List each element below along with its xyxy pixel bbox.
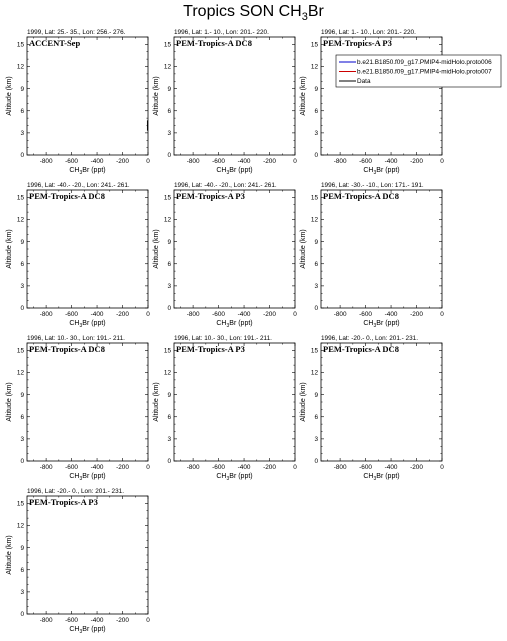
x-tick-label: -400 [237, 464, 251, 471]
chart-panel [6, 488, 150, 635]
x-tick-label: 0 [440, 464, 444, 471]
panel-header: 1996, Lat: -30.- -10., Lon: 171.- 191. [321, 182, 424, 189]
x-tick-label: -400 [384, 311, 398, 318]
plot-frame [27, 37, 148, 155]
x-tick-label: -600 [212, 311, 225, 318]
y-tick-label: 6 [167, 413, 171, 421]
x-axis-label: $CH_3Br$ (ppt) [69, 167, 106, 176]
panel-header: 1996, Lat: 1.- 10., Lon: 201.- 220. [321, 29, 416, 36]
x-tick-label: -200 [263, 158, 276, 165]
y-tick-label: 0 [167, 152, 171, 160]
y-tick-label: 6 [314, 413, 318, 421]
plot-frame [27, 343, 148, 461]
x-axis-label: $CH_3Br$ (ppt) [69, 473, 106, 482]
legend-entry: b.e21.B1850.f09_g17.PMIP4-midHolo.proto006 [357, 59, 492, 67]
x-tick-label: -800 [39, 311, 53, 318]
y-tick-label: 15 [16, 347, 24, 355]
x-axis-label: $CH_3Br$ (ppt) [69, 320, 106, 329]
y-tick-label: 9 [167, 85, 171, 93]
y-tick-label: 0 [20, 152, 24, 160]
y-axis-label: Altitude (km) [300, 229, 307, 269]
y-tick-label: 3 [20, 436, 24, 444]
y-tick-label: 3 [314, 436, 318, 444]
y-tick-label: 6 [20, 413, 24, 421]
x-tick-label: -600 [65, 311, 78, 318]
chart-panel [6, 182, 150, 329]
x-tick-label: 0 [293, 311, 297, 318]
panel-header: 1999, Lat: 25.- 35., Lon: 256.- 276. [27, 29, 126, 36]
x-tick-label: -800 [333, 311, 347, 318]
x-tick-label: -800 [333, 158, 347, 165]
x-tick-label: -400 [90, 311, 104, 318]
y-tick-label: 9 [20, 238, 24, 246]
y-tick-label: 0 [314, 305, 318, 313]
panel-header: 1996, Lat: -40.- -20., Lon: 241.- 261. [174, 182, 277, 189]
chart-panel [300, 29, 444, 176]
x-tick-label: -600 [65, 617, 78, 624]
y-tick-label: 0 [167, 305, 171, 313]
y-tick-label: 3 [167, 130, 171, 138]
panel-campaign-label: PEM-Tropics-A DC8 [176, 38, 252, 48]
plot-frame [174, 37, 295, 155]
panel-campaign-label: PEM-Tropics-A DC8 [29, 191, 105, 201]
y-tick-label: 9 [314, 238, 318, 246]
panel-header: 1996, Lat: 10.- 30., Lon: 191.- 211. [174, 335, 272, 342]
x-axis-label: $CH_3Br$ (ppt) [216, 167, 253, 176]
y-tick-label: 12 [16, 369, 24, 377]
x-tick-label: -800 [333, 464, 347, 471]
panel-campaign-label: PEM-Tropics-A DC8 [323, 191, 399, 201]
x-tick-label: -800 [186, 464, 200, 471]
y-axis-label: Altitude (km) [6, 382, 13, 422]
y-tick-label: 9 [20, 391, 24, 399]
x-tick-label: -400 [237, 311, 251, 318]
x-tick-label: -800 [39, 617, 53, 624]
x-tick-label: -600 [359, 311, 372, 318]
x-tick-label: -200 [116, 617, 129, 624]
chart-panel [6, 335, 150, 482]
x-tick-label: -600 [359, 464, 372, 471]
panel-header: 1996, Lat: -40.- -20., Lon: 241.- 261. [27, 182, 130, 189]
y-tick-label: 15 [16, 500, 24, 508]
title-prefix: Tropics SON CH [183, 3, 302, 20]
x-tick-label: -400 [237, 158, 251, 165]
x-tick-label: -200 [116, 311, 129, 318]
panel-campaign-label: PEM-Tropics-A P3 [176, 344, 245, 354]
y-tick-label: 12 [163, 369, 171, 377]
y-tick-label: 12 [163, 63, 171, 71]
x-tick-label: -400 [90, 158, 104, 165]
y-tick-label: 0 [167, 458, 171, 466]
plot-frame [174, 190, 295, 308]
y-tick-label: 6 [167, 107, 171, 115]
plot-frame [321, 190, 442, 308]
x-tick-label: -200 [263, 311, 276, 318]
y-tick-label: 9 [20, 544, 24, 552]
x-tick-label: -200 [263, 464, 276, 471]
x-tick-label: -800 [39, 158, 53, 165]
x-tick-label: 0 [293, 158, 297, 165]
y-tick-label: 6 [314, 260, 318, 268]
panel-header: 1996, Lat: 10.- 30., Lon: 191.- 211. [27, 335, 125, 342]
y-axis-label: Altitude (km) [153, 76, 160, 116]
panel-header: 1996, Lat: -20.- 0., Lon: 201.- 231. [321, 335, 418, 342]
y-axis-label: Altitude (km) [300, 76, 307, 116]
panel-campaign-label: ACCENT-Sep [29, 38, 81, 48]
x-tick-label: -600 [212, 158, 225, 165]
x-tick-label: -200 [116, 158, 129, 165]
panel-campaign-label: PEM-Tropics-A P3 [176, 191, 245, 201]
x-tick-label: -400 [90, 464, 104, 471]
x-tick-label: 0 [440, 311, 444, 318]
panel-campaign-label: PEM-Tropics-A P3 [29, 497, 98, 507]
x-tick-label: -800 [39, 464, 53, 471]
panel-campaign-label: PEM-Tropics-A P3 [323, 38, 392, 48]
y-tick-label: 15 [310, 347, 318, 355]
chart-panel [153, 182, 297, 329]
y-tick-label: 12 [16, 63, 24, 71]
y-tick-label: 15 [16, 41, 24, 49]
y-axis-label: Altitude (km) [153, 229, 160, 269]
x-tick-label: 0 [146, 617, 150, 624]
y-tick-label: 0 [20, 458, 24, 466]
y-tick-label: 15 [16, 194, 24, 202]
plot-frame [174, 343, 295, 461]
panel-campaign-label: PEM-Tropics-A DC8 [323, 344, 399, 354]
y-axis-label: Altitude (km) [153, 382, 160, 422]
x-tick-label: 0 [293, 464, 297, 471]
x-tick-label: -600 [65, 464, 78, 471]
y-tick-label: 12 [310, 216, 318, 224]
x-axis-label: $CH_3Br$ (ppt) [363, 320, 400, 329]
y-tick-label: 3 [314, 130, 318, 138]
y-tick-label: 3 [167, 283, 171, 291]
x-tick-label: -200 [410, 464, 423, 471]
x-tick-label: -400 [90, 617, 104, 624]
y-tick-label: 6 [20, 107, 24, 115]
title-subscript: 3 [301, 11, 308, 24]
y-axis-label: Altitude (km) [6, 229, 13, 269]
x-tick-label: -200 [410, 311, 423, 318]
x-tick-label: -400 [384, 158, 398, 165]
y-axis-label: Altitude (km) [6, 76, 13, 116]
y-tick-label: 12 [16, 522, 24, 530]
panel-header: 1996, Lat: -20.- 0., Lon: 201.- 231. [27, 488, 124, 495]
y-axis-label: Altitude (km) [300, 382, 307, 422]
x-tick-label: 0 [146, 311, 150, 318]
x-tick-label: -800 [186, 158, 200, 165]
x-tick-label: 0 [146, 158, 150, 165]
title-suffix: Br [307, 3, 324, 20]
y-tick-label: 12 [310, 63, 318, 71]
y-tick-label: 9 [167, 238, 171, 246]
legend [336, 55, 501, 87]
legend-entry: Data [357, 78, 371, 86]
y-tick-label: 15 [163, 347, 171, 355]
y-tick-label: 0 [20, 611, 24, 619]
chart-panel [153, 335, 297, 482]
x-tick-label: -200 [410, 158, 423, 165]
chart-panel [300, 182, 444, 329]
x-axis-label: $CH_3Br$ (ppt) [363, 473, 400, 482]
y-tick-label: 9 [314, 85, 318, 93]
y-tick-label: 15 [310, 194, 318, 202]
y-tick-label: 0 [314, 458, 318, 466]
y-tick-label: 3 [167, 436, 171, 444]
y-tick-label: 6 [167, 260, 171, 268]
y-tick-label: 6 [20, 260, 24, 268]
y-tick-label: 12 [310, 369, 318, 377]
x-tick-label: -600 [65, 158, 78, 165]
x-axis-label: $CH_3Br$ (ppt) [69, 626, 106, 635]
y-tick-label: 3 [314, 283, 318, 291]
chart-panel [300, 335, 444, 482]
y-tick-label: 3 [20, 589, 24, 597]
x-axis-label: $CH_3Br$ (ppt) [216, 320, 253, 329]
y-tick-label: 3 [20, 130, 24, 138]
y-tick-label: 0 [20, 305, 24, 313]
plot-frame [27, 190, 148, 308]
plot-frame [27, 496, 148, 614]
legend-entry: b.e21.B1850.f09_g17.PMIP4-midHolo.proto007 [357, 68, 492, 76]
y-tick-label: 9 [314, 391, 318, 399]
plot-frame [321, 343, 442, 461]
y-tick-label: 15 [163, 41, 171, 49]
chart-panel [6, 29, 150, 176]
x-tick-label: 0 [146, 464, 150, 471]
x-tick-label: -800 [186, 311, 200, 318]
y-tick-label: 0 [314, 152, 318, 160]
x-tick-label: -600 [359, 158, 372, 165]
y-tick-label: 12 [163, 216, 171, 224]
y-tick-label: 12 [16, 216, 24, 224]
x-axis-label: $CH_3Br$ (ppt) [363, 167, 400, 176]
x-tick-label: -400 [384, 464, 398, 471]
x-axis-label: $CH_3Br$ (ppt) [216, 473, 253, 482]
y-tick-label: 9 [20, 85, 24, 93]
y-tick-label: 6 [314, 107, 318, 115]
y-tick-label: 3 [20, 283, 24, 291]
panel-header: 1996, Lat: 1.- 10., Lon: 201.- 220. [174, 29, 269, 36]
x-tick-label: -200 [116, 464, 129, 471]
x-tick-label: 0 [440, 158, 444, 165]
chart-panel [153, 29, 297, 176]
y-tick-label: 15 [310, 41, 318, 49]
x-tick-label: -600 [212, 464, 225, 471]
y-axis-label: Altitude (km) [6, 535, 13, 575]
y-tick-label: 6 [20, 566, 24, 574]
y-tick-label: 9 [167, 391, 171, 399]
panel-campaign-label: PEM-Tropics-A DC8 [29, 344, 105, 354]
y-tick-label: 15 [163, 194, 171, 202]
